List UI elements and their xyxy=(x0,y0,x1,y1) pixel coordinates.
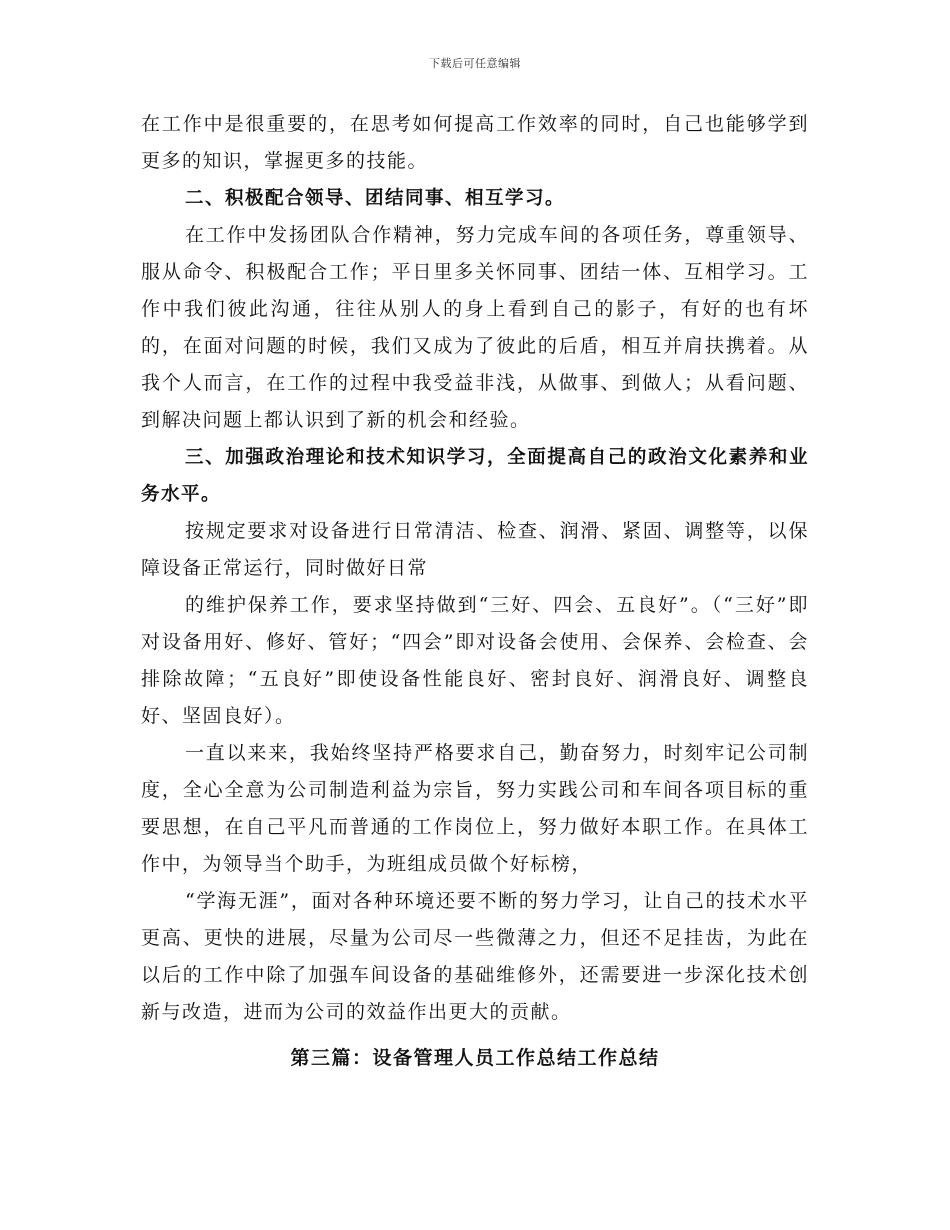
paragraph: 按规定要求对设备进行日常清洁、检查、润滑、紧固、调整等，以保障设备正常运行，同时做好日常 xyxy=(141,520,809,579)
paragraph: “学海无涯”，面对各种环境还要不断的努力学习，让自己的技术水平更高、更快的进展，尽量为公司尽一些微薄之力，但还不足挂齿，为此在以后的工作中除了加强车间设备的基础维修外，还需要进一步深化技术创新与改造，进而为公司的效益作出更大的贡献。 xyxy=(141,890,809,1023)
article-title: 第三篇：设备管理人员工作总结工作总结 xyxy=(290,1047,660,1069)
paragraph: 在工作中是很重要的，在思考如何提高工作效率的同时，自己也能够学到更多的知识，掌握更多的技能。 xyxy=(141,113,809,172)
paragraph: 一直以来来，我始终坚持严格要求自己，勤奋努力，时刻牢记公司制度，全心全意为公司制造利益为宗旨，努力实践公司和车间各项目标的重要思想，在自己平凡而普通的工作岗位上，努力做好本职工作。在具体工作中，为领导当个助手，为班组成员做个好标榜， xyxy=(141,742,809,875)
page-header: 下载后可任意编辑 xyxy=(429,57,521,70)
section-heading: 三、加强政治理论和技术知识学习，全面提高自己的政治文化素养和业务水平。 xyxy=(141,447,809,505)
paragraph: 在工作中发扬团队合作精神，努力完成车间的各项任务，尊重领导、服从命令、积极配合工作；平日里多关怀同事、团结一体、互相学习。工作中我们彼此沟通，往往从别人的身上看到自己的影子，有好的也有坏的，在面对问题的时候，我们又成为了彼此的后盾，相互并肩扶携着。从我个人而言，在工作的过程中我受益非浅，从做事、到做人；从看问题、到解决问题上都认识到了新的机会和经验。 xyxy=(141,224,809,431)
section-heading: 二、积极配合领导、团结同事、相互学习。 xyxy=(185,188,566,209)
document-body xyxy=(141,106,809,1077)
paragraph: 的维护保养工作，要求坚持做到“三好、四会、五良好”。（“三好”即对设备用好、修好、管好；“四会”即对设备会使用、会保养、会检查、会排除故障；“五良好”即使设备性能良好、密封良好、润滑良好、调整良好、坚固良好）。 xyxy=(141,594,809,727)
